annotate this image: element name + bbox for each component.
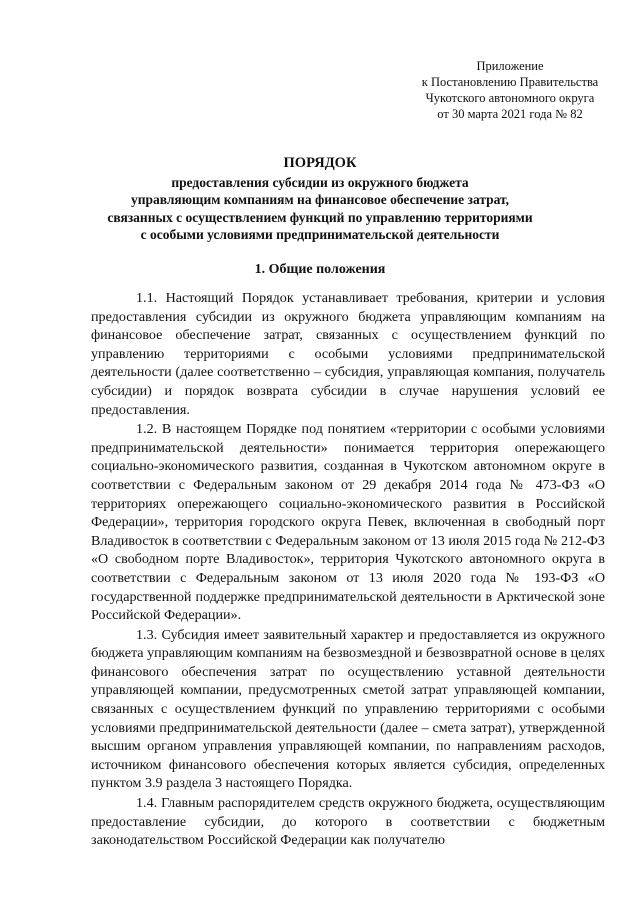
paragraph-1-1: 1.1. Настоящий Порядок устанавливает требования, критерии и условия предоставления субсидии из окружного бюджета управляющим компаниям на финансовое обеспечение затрат, связанных с осуществлением функций по управлению территориями с особыми условиями предпринимательской деятельности (далее соответственно – субсидия, управляющая компания, получатель субсидии) и порядок возврата субсидии в случае нарушения условий ее предоставления. [91, 290, 605, 418]
appendix-block [410, 58, 610, 122]
paragraph-1-4: 1.4. Главным распорядителем средств окружного бюджета, осуществляющим предоставление субсидии, до которого в соответствии с бюджетным законодательством Российской Федерации как получателю [91, 795, 605, 849]
title-line-3: связанных с осуществлением функций по управлению территориями [107, 209, 533, 225]
appendix-label: Приложение [476, 59, 544, 73]
paragraph-1-2: 1.2. В настоящем Порядке под понятием «территории с особыми условиями предпринимательской деятельности» понимается территория опережающего социально-экономического развития, созданная в Чукотском автономном округе в соответствии с Федеральным законом от 29 декабря 2014 года № 473-ФЗ «О территориях опережающего социально-экономического развития в Российской Федерации», территория городского округа Певек, включенная в свободный порт Владивосток в соответствии с Федеральным законом от 13 июля 2015 года № 212-ФЗ «О свободном порте Владивосток», территория Чукотского автономного округа в соответствии с Федеральным законом от 13 июля 2020 года № 193-ФЗ «О государственной поддержке предпринимательской деятельности в Арктической зоне Российской Федерации». [91, 421, 605, 624]
title-main: ПОРЯДОК [283, 155, 357, 171]
document-body [91, 289, 605, 851]
appendix-resolution: к Постановлению Правительства [421, 75, 599, 89]
paragraph-1-3: 1.3. Субсидия имеет заявительный характер и предоставляется из окружного бюджета управляющим компаниям на безвозмездной и безвозвратной основе в целях финансового обеспечения затрат по осуществлению уставной деятельности управляющей компании, предусмотренных сметой затрат управляющей компании, связанных с осуществлением функций по управлению территориями с особыми условиями предпринимательской деятельности (далее – смета затрат), утвержденной высшим органом управления управляющей компании, по направлениям расходов, источником финансового обеспечения которых является субсидия, определенных пунктом 3.9 раздела 3 настоящего Порядка. [91, 626, 605, 792]
title-line-1: предоставления субсидии из окружного бюджета [171, 174, 469, 190]
title-line-2: управляющим компаниям на финансовое обеспечение затрат, [130, 192, 510, 207]
title-line-4: с особыми условиями предпринимательской деятельности [140, 227, 500, 242]
document-title [0, 155, 640, 244]
appendix-date-number: от 30 марта 2021 года № 82 [437, 107, 583, 121]
section-heading: 1. Общие положения [254, 262, 386, 277]
appendix-region: Чукотского автономного округа [425, 91, 595, 105]
